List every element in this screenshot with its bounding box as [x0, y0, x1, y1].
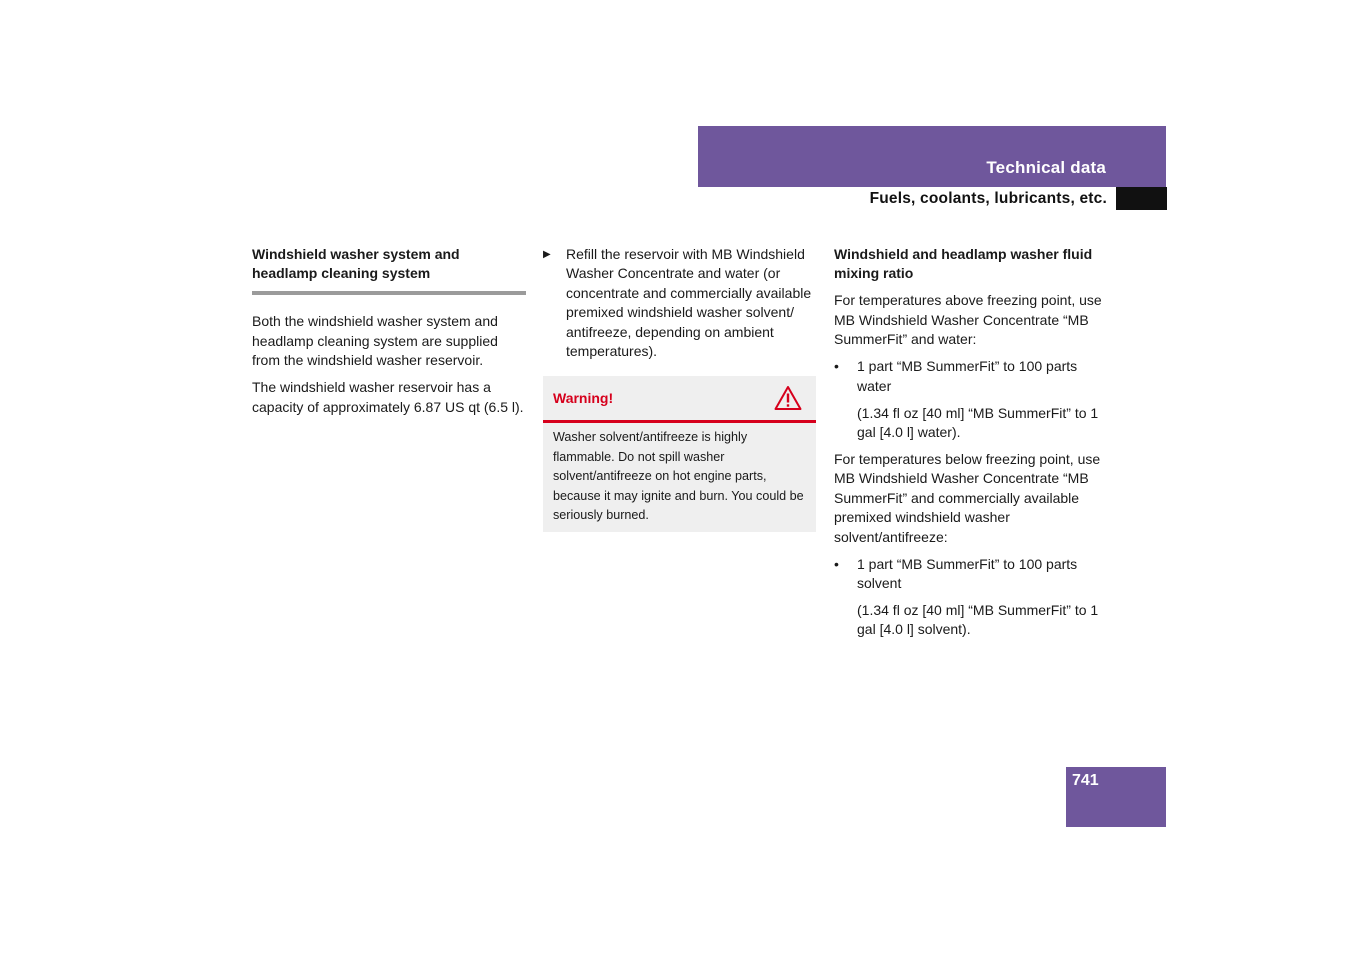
instruction-step [543, 245, 817, 361]
column-right [834, 245, 1106, 647]
warning-triangle-icon [774, 385, 802, 411]
warning-text: Washer solvent/antifreeze is highly flammable. Do not spill washer solvent/antifreeze on hot engine parts, because it may ignite and burn. You could be seriously burned. [553, 430, 804, 523]
bullet-below-freezing [834, 555, 1106, 594]
note-above-freezing: (1.34 fl oz [40 ml] “MB SummerFit” to 1 gal [4.0 l] water). [857, 404, 1099, 441]
heading-rule [252, 291, 526, 295]
column-left [252, 245, 526, 425]
step-arrow-icon: ▶ [543, 249, 551, 260]
paragraph-supply: Both the windshield washer system and headlamp cleaning system are supplied from the windshield washer reservoir. [252, 313, 498, 369]
bullet-text: 1 part “MB SummerFit” to 100 parts water [857, 358, 1078, 394]
note-below-freezing: (1.34 fl oz [40 ml] “MB SummerFit” to 1 gal [4.0 l] solvent). [857, 602, 1099, 638]
paragraph-capacity: The windshield washer reservoir has a capacity of approximately 6.87 US qt (6.5 l). [252, 379, 524, 415]
warning-header [543, 376, 816, 423]
bullet-marker: • [834, 358, 839, 375]
subsection-title: Fuels, coolants, lubricants, etc. [869, 190, 1107, 207]
section-title: Technical data [986, 158, 1106, 177]
paragraph-below-freezing: For temperatures below freezing point, use MB Windshield Washer Concentrate “MB SummerFit” and commercially available premixed windshield washer solvent/antifreeze: [834, 451, 1101, 545]
column-middle [543, 245, 817, 532]
warning-label: Warning! [553, 390, 614, 407]
paragraph-above-freezing: For temperatures above freezing point, use MB Windshield Washer Concentrate “MB SummerFit” and water: [834, 292, 1102, 348]
bullet-text: 1 part “MB SummerFit” to 100 parts solvent [857, 555, 1078, 592]
bullet-marker: • [834, 555, 839, 572]
bullet-above-freezing [834, 357, 1106, 396]
step-text: Refill the reservoir with MB Windshield Washer Concentrate and water (or concentrate and commercially available premixed windshield washer solvent/ antifreeze, depending on ambient temperatures). [566, 246, 812, 360]
page-number: 741 [1072, 772, 1099, 789]
heading-washer-system: Windshield washer system and headlamp cleaning system [252, 246, 460, 282]
heading-mixing-ratio: Windshield and headlamp washer fluid mixing ratio [834, 246, 1093, 282]
warning-box [543, 376, 816, 532]
section-tab-marker [1116, 187, 1167, 210]
